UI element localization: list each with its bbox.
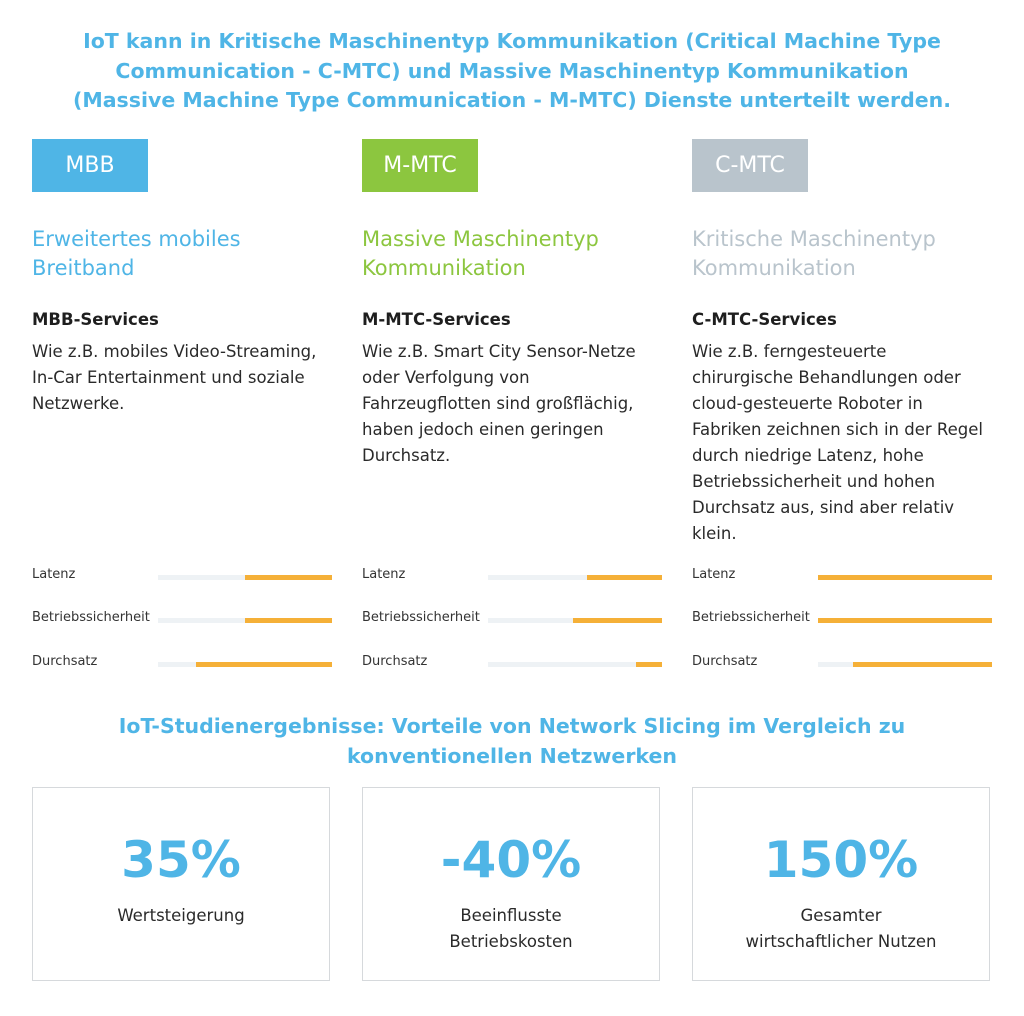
result-label-line2: Betriebskosten — [449, 932, 573, 951]
metric-bar-fill — [245, 618, 332, 623]
column-c-mtc — [692, 139, 992, 669]
metric-betriebssicherheit — [362, 610, 662, 630]
column-title — [692, 225, 992, 283]
result-label — [693, 903, 989, 955]
metric-label: Durchsatz — [692, 654, 758, 669]
metric-bar-fill — [196, 662, 332, 667]
services-text: Wie z.B. ferngesteuerte chirurgische Behandlungen oder cloud-gesteuerte Roboter in Fabriken zeichnen sich in der Regel durch niedrige Latenz, hohe Betriebssicherheit und hohen Durchsatz aus, sind aber relativ klein. — [692, 342, 983, 543]
column-title — [362, 225, 662, 283]
metric-bar-track — [818, 618, 992, 623]
result-label-line1: Wertsteigerung — [117, 906, 245, 925]
result-box-wertsteigerung — [32, 787, 330, 981]
metric-bar-track — [818, 575, 992, 580]
metric-latenz — [692, 567, 992, 587]
results-heading: IoT-Studienergebnisse: Vorteile von Network Slicing im Vergleich zu konventionellen Netzwerken — [118, 714, 906, 768]
metric-bar-track — [158, 618, 332, 623]
result-label-line1: Gesamter — [800, 906, 882, 925]
metric-label: Durchsatz — [32, 654, 98, 669]
metric-bar-fill — [573, 618, 662, 623]
column-title-line2: Kommunikation — [692, 256, 856, 280]
result-label-line1: Beeinflusste — [460, 906, 562, 925]
metric-bar-track — [158, 575, 332, 580]
result-label — [33, 903, 329, 929]
metric-label: Betriebssicherheit — [692, 610, 810, 625]
metric-label: Latenz — [362, 567, 406, 582]
metric-label: Betriebssicherheit — [362, 610, 480, 625]
metric-bar-track — [488, 618, 662, 623]
metric-label: Betriebssicherheit — [32, 610, 150, 625]
column-m-mtc — [362, 139, 662, 669]
result-value: 150% — [763, 831, 919, 889]
column-title-line2: Breitband — [32, 256, 135, 280]
metric-bar-track — [158, 662, 332, 667]
column-title-line2: Kommunikation — [362, 256, 526, 280]
metric-bar-track — [488, 575, 662, 580]
result-box-nutzen — [692, 787, 990, 981]
result-label — [363, 903, 659, 955]
metric-latenz — [32, 567, 332, 587]
metric-bar-fill — [853, 662, 992, 667]
metric-durchsatz — [32, 654, 332, 674]
column-title — [32, 225, 332, 283]
metric-betriebssicherheit — [692, 610, 992, 630]
tag-mbb: MBB — [32, 139, 148, 192]
result-label-line2: wirtschaftlicher Nutzen — [745, 932, 937, 951]
page-headline: IoT kann in Kritische Maschinentyp Kommunikation (Critical Machine Type Communication - C-MTC) und Massive Maschinentyp Kommunikation (Massive Machine Type Communication - M-MTC) Dienste unterteilt werden. — [72, 29, 952, 112]
tag-m-mtc: M-MTC — [362, 139, 478, 192]
tag-c-mtc: C-MTC — [692, 139, 808, 192]
column-title-line1: Massive Maschinentyp — [362, 227, 599, 251]
metric-bar-fill — [636, 662, 662, 667]
services-heading: MBB-Services — [32, 310, 159, 329]
services-text: Wie z.B. mobiles Video-Streaming, In-Car Entertainment und soziale Netzwerke. — [32, 342, 317, 413]
column-title-line1: Erweitertes mobiles — [32, 227, 241, 251]
metric-bar-fill — [245, 575, 332, 580]
metric-bar-fill — [818, 575, 992, 580]
result-value: -40% — [440, 831, 582, 889]
metric-bar-fill — [587, 575, 662, 580]
metric-durchsatz — [362, 654, 662, 674]
metric-bar-track — [818, 662, 992, 667]
metric-label: Latenz — [692, 567, 736, 582]
metric-label: Durchsatz — [362, 654, 428, 669]
result-value: 35% — [121, 831, 241, 889]
metric-bar-fill — [818, 618, 992, 623]
result-box-betriebskosten — [362, 787, 660, 981]
metric-label: Latenz — [32, 567, 76, 582]
metric-latenz — [362, 567, 662, 587]
metric-durchsatz — [692, 654, 992, 674]
services-text: Wie z.B. Smart City Sensor-Netze oder Verfolgung von Fahrzeugflotten sind großflächig, haben jedoch einen geringen Durchsatz. — [362, 342, 636, 465]
services-heading: C-MTC-Services — [692, 310, 837, 329]
metric-betriebssicherheit — [32, 610, 332, 630]
column-title-line1: Kritische Maschinentyp — [692, 227, 936, 251]
metric-bar-track — [488, 662, 662, 667]
services-heading: M-MTC-Services — [362, 310, 511, 329]
column-mbb — [32, 139, 332, 669]
